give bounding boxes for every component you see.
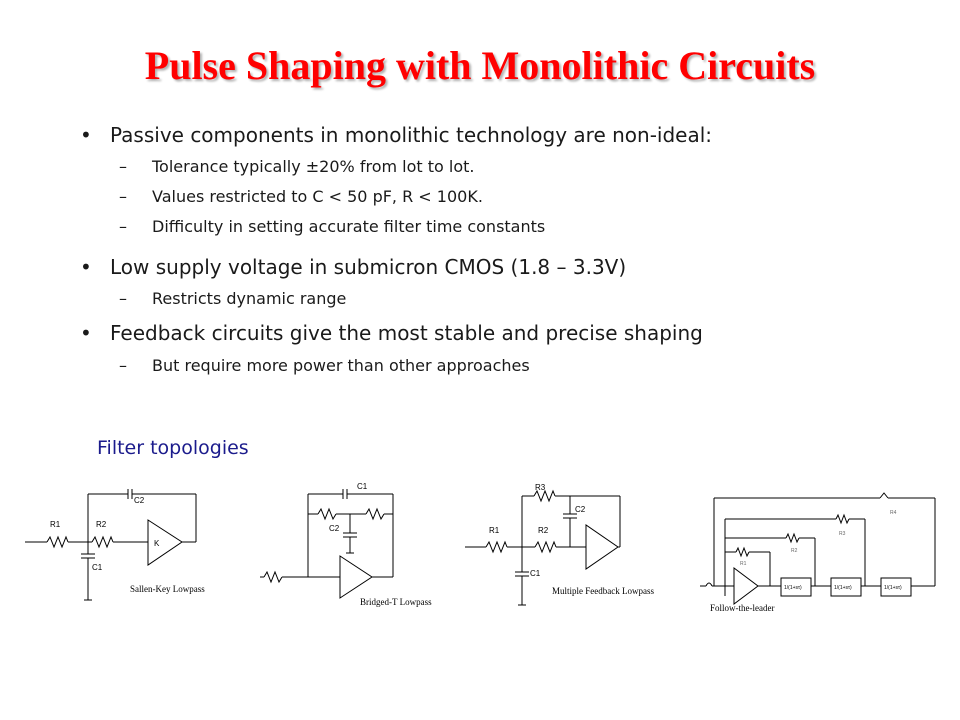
sk-k-label: K xyxy=(154,539,160,548)
sk-r2-label: R2 xyxy=(96,520,107,529)
sub-bullet-dash: – xyxy=(119,157,127,176)
bullet-text: Feedback circuits give the most stable and precise shaping xyxy=(110,321,703,345)
bt-caption: Bridged-T Lowpass xyxy=(360,597,432,607)
filter-topologies-heading: Filter topologies xyxy=(97,437,249,459)
mfb-c1-label: C1 xyxy=(530,569,541,578)
ftl-stage3-label: 1/(1+sτ) xyxy=(884,585,902,591)
sub-bullet-text: Tolerance typically ±20% from lot to lot. xyxy=(152,157,475,176)
bridged-t-schematic xyxy=(260,489,393,598)
sub-bullet-dash: – xyxy=(119,356,127,375)
sk-caption: Sallen-Key Lowpass xyxy=(130,584,205,594)
sk-c2-label: C2 xyxy=(134,496,145,505)
sub-bullet-dash: – xyxy=(119,289,127,308)
slide-title: Pulse Shaping with Monolithic Circuits xyxy=(144,43,816,88)
sub-bullet-dash: – xyxy=(119,187,127,206)
mfb-r1-label: R1 xyxy=(489,526,500,535)
bullet-dot: • xyxy=(80,255,92,279)
mfb-r2-label: R2 xyxy=(538,526,549,535)
mfb-c2-label: C2 xyxy=(575,505,586,514)
sub-bullet-text: Restricts dynamic range xyxy=(152,289,347,308)
ftl-r2-label: R2 xyxy=(791,548,798,554)
bullet-dot: • xyxy=(80,123,92,147)
sk-r1-label: R1 xyxy=(50,520,61,529)
sk-c1-label: C1 xyxy=(92,563,103,572)
ftl-r4-label: R4 xyxy=(890,510,897,516)
ftl-r1-label: R1 xyxy=(740,561,747,567)
sub-bullet-dash: – xyxy=(119,217,127,236)
ftl-caption: Follow-the-leader xyxy=(710,603,775,613)
sub-bullet-text: Difficulty in setting accurate filter time constants xyxy=(152,217,546,236)
mfb-caption: Multiple Feedback Lowpass xyxy=(552,586,654,596)
bullet-text: Low supply voltage in submicron CMOS (1.8 – 3.3V) xyxy=(110,255,627,279)
bt-c1-label: C1 xyxy=(357,482,368,491)
mfb-r3-label: R3 xyxy=(535,483,546,492)
sub-bullet-text: Values restricted to C < 50 pF, R < 100K. xyxy=(152,187,483,206)
bullet-dot: • xyxy=(80,321,92,345)
ftl-r3-label: R3 xyxy=(839,531,846,537)
sub-bullet-text: But require more power than other approaches xyxy=(152,356,530,375)
bullet-text: Passive components in monolithic technology are non-ideal: xyxy=(110,123,713,147)
ftl-stage1-label: 1/(1+sτ) xyxy=(784,585,802,591)
bt-c2-label: C2 xyxy=(329,524,340,533)
ftl-stage2-label: 1/(1+sτ) xyxy=(834,585,852,591)
